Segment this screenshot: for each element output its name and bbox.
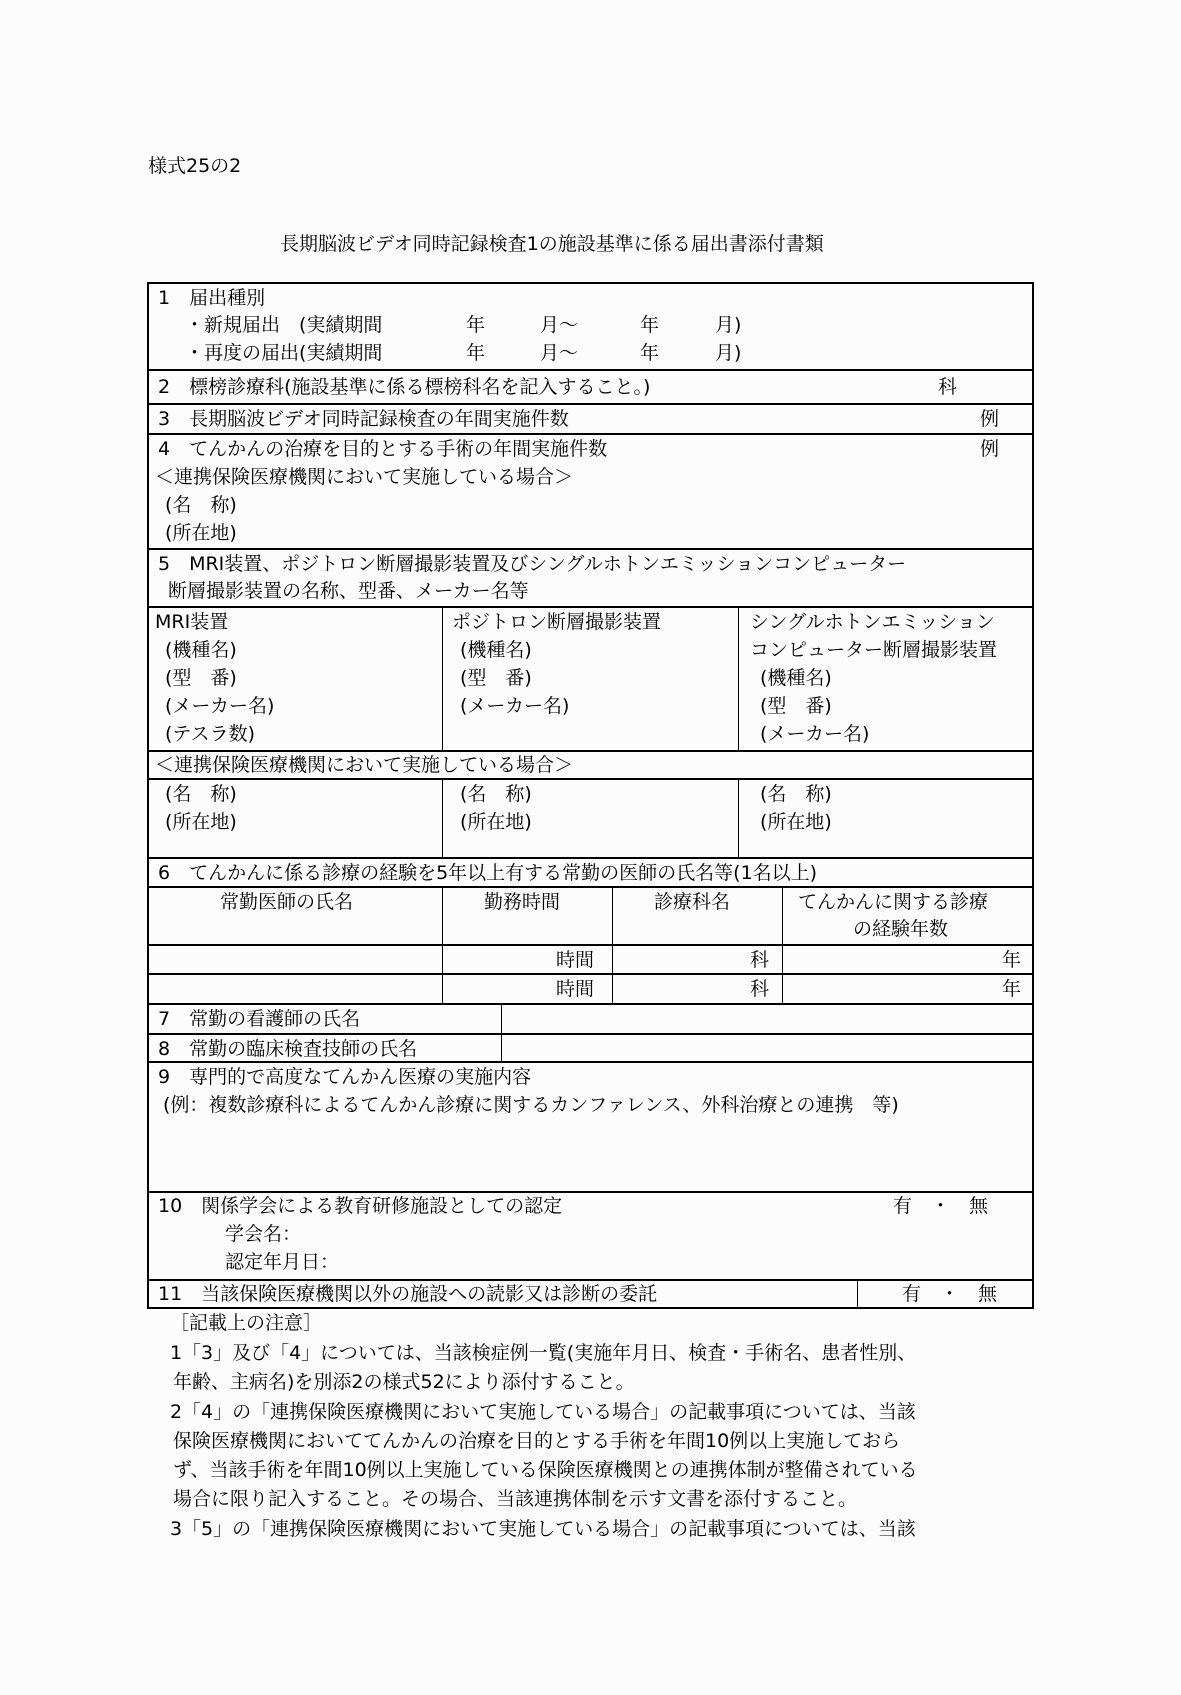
divider <box>147 750 1034 752</box>
divider <box>147 606 1034 608</box>
divider <box>612 886 613 1003</box>
section-5-partner-heading: ＜連携保険医療機関において実施している場合＞ <box>155 754 574 776</box>
mri-model-field[interactable]: (機種名) <box>165 639 237 661</box>
divider <box>147 369 1034 371</box>
section-10-label: 10 関係学会による教育研修施設としての認定 <box>158 1195 563 1217</box>
row2-dept-unit[interactable]: 科 <box>750 978 770 1000</box>
refiling-label: ・再度の届出(実績期間 <box>185 342 383 364</box>
note-3-line1: 「5」の「連携保険医療機関において実施している場合」の記載事項については、当該 <box>182 1518 916 1540</box>
refiling-month-from[interactable]: 月～ <box>540 342 579 364</box>
notes-heading: ［記載上の注意］ <box>170 1312 323 1334</box>
refiling-year-to[interactable]: 年 <box>640 342 660 364</box>
section-3-label: 3 長期脳波ビデオ同時記録検査の年間実施件数 <box>158 408 569 430</box>
header-doctor-name: 常勤医師の氏名 <box>220 891 354 913</box>
divider <box>147 944 1034 946</box>
note-1-line1: 「3」及び「4」については、当該検症例一覧(実施年月日、検査・手術名、患者性別、 <box>182 1342 917 1364</box>
divider <box>147 973 1034 975</box>
new-filing-year-from[interactable]: 年 <box>466 314 486 336</box>
mri-type-field[interactable]: (型 番) <box>165 667 237 689</box>
certification-date-label[interactable]: 認定年月日： <box>225 1251 340 1273</box>
header-department: 診療科名 <box>654 891 731 913</box>
mri-tesla-field[interactable]: (テスラ数) <box>165 723 256 745</box>
divider <box>147 548 1034 550</box>
divider <box>857 1279 858 1308</box>
divider <box>147 1003 1034 1005</box>
pet-model-field[interactable]: (機種名) <box>460 639 532 661</box>
divider <box>147 857 1034 859</box>
mri-partner-address[interactable]: (所在地) <box>165 811 237 833</box>
note-1-number: 1 <box>170 1342 183 1364</box>
note-2-line4: 場合に限り記入すること。その場合、当該連携体制を示す文書を添付すること。 <box>173 1488 858 1510</box>
section-4-partner-address[interactable]: (所在地) <box>165 522 237 544</box>
section-4-label: 4 てんかんの治療を目的とする手術の年間実施件数 <box>158 438 608 460</box>
header-experience: てんかんに関する診療 <box>798 891 989 913</box>
note-3-number: 3 <box>170 1518 183 1540</box>
pet-type-field[interactable]: (型 番) <box>460 667 532 689</box>
header-experience-line2: の経験年数 <box>853 918 949 940</box>
divider <box>147 1061 1034 1063</box>
refiling-month-to[interactable]: 月) <box>715 342 742 364</box>
section-3-unit[interactable]: 例 <box>980 408 1000 430</box>
header-work-hours: 勤務時間 <box>484 891 561 913</box>
society-name-label[interactable]: 学会名： <box>225 1223 302 1245</box>
divider <box>147 886 1034 888</box>
spect-maker-field[interactable]: (メーカー名) <box>760 723 870 745</box>
table-left-border <box>147 282 149 1309</box>
section-1-heading: 1 届出種別 <box>158 287 266 309</box>
divider <box>147 778 1034 780</box>
section-5-label-line2: 断層撮影装置の名称、型番、メーカー名等 <box>168 580 529 602</box>
section-6-label: 6 てんかんに係る診療の経験を5年以上有する常勤の医師の氏名等(1名以上) <box>158 862 818 884</box>
spect-title-line2: コンピューター断層撮影装置 <box>750 639 998 661</box>
spect-partner-name[interactable]: (名 称) <box>760 783 832 805</box>
page-title: 長期脳波ビデオ同時記録検査1の施設基準に係る届出書添付書類 <box>280 233 824 255</box>
table-bottom-border <box>147 1307 1034 1309</box>
divider <box>738 778 739 857</box>
section-11-label: 11 当該保険医療機関以外の施設への読影又は診断の委託 <box>158 1283 658 1305</box>
divider <box>147 1033 1034 1035</box>
note-1-line2: 年齢、主病名)を別添2の様式52により添付すること。 <box>173 1371 635 1393</box>
section-9-example: (例：複数診療科によるてんかん診療に関するカンファレンス、外科治療との連携 等) <box>163 1094 899 1116</box>
row2-years-unit[interactable]: 年 <box>1002 978 1022 1000</box>
table-top-border <box>147 282 1034 284</box>
form-id: 様式25の2 <box>148 155 242 177</box>
divider <box>442 886 443 1003</box>
section-4-unit[interactable]: 例 <box>980 438 1000 460</box>
section-2-unit[interactable]: 科 <box>938 376 958 398</box>
note-2-line1: 「4」の「連携保険医療機関において実施している場合」の記載事項については、当該 <box>182 1401 916 1423</box>
section-2-label: 2 標榜診療科(施設基準に係る標榜科名を記入すること。) <box>158 376 651 398</box>
section-4-partner-heading: ＜連携保険医療機関において実施している場合＞ <box>155 466 574 488</box>
spect-title: シングルホトンエミッション <box>750 611 995 633</box>
new-filing-year-to[interactable]: 年 <box>640 314 660 336</box>
section-5-label-line1: 5 MRI装置、ポジトロン断層撮影装置及びシングルホトンエミッションコンピューター <box>158 553 907 575</box>
divider <box>782 886 783 1003</box>
divider <box>147 433 1034 435</box>
refiling-year-from[interactable]: 年 <box>466 342 486 364</box>
row1-hours-unit[interactable]: 時間 <box>556 949 595 971</box>
new-filing-label: ・新規届出 (実績期間 <box>185 314 383 336</box>
mri-partner-name[interactable]: (名 称) <box>165 783 237 805</box>
spect-type-field[interactable]: (型 番) <box>760 695 832 717</box>
spect-partner-address[interactable]: (所在地) <box>760 811 832 833</box>
pet-partner-address[interactable]: (所在地) <box>460 811 532 833</box>
divider <box>501 1003 502 1061</box>
mri-title: MRI装置 <box>155 611 229 633</box>
divider <box>442 778 443 857</box>
mri-maker-field[interactable]: (メーカー名) <box>165 695 275 717</box>
divider <box>147 403 1034 405</box>
divider <box>442 606 443 750</box>
divider <box>738 606 739 750</box>
section-8-label: 8 常勤の臨床検査技師の氏名 <box>158 1038 418 1060</box>
section-4-partner-name[interactable]: (名 称) <box>165 494 237 516</box>
section-9-label: 9 専門的で高度なてんかん医療の実施内容 <box>158 1066 532 1088</box>
note-2-number: 2 <box>170 1401 183 1423</box>
row1-dept-unit[interactable]: 科 <box>750 949 770 971</box>
new-filing-month-from[interactable]: 月～ <box>540 314 579 336</box>
table-right-border <box>1032 282 1034 1309</box>
spect-model-field[interactable]: (機種名) <box>760 667 832 689</box>
divider <box>147 1279 1034 1281</box>
section-11-choice[interactable]: 有 ・ 無 <box>902 1283 998 1305</box>
row2-hours-unit[interactable]: 時間 <box>556 978 595 1000</box>
note-2-line3: ず、当該手術を年間10例以上実施している保険医療機関との連携体制が整備されている <box>173 1459 918 1481</box>
divider <box>147 1191 1034 1193</box>
section-10-choice[interactable]: 有 ・ 無 <box>893 1195 989 1217</box>
pet-maker-field[interactable]: (メーカー名) <box>460 695 570 717</box>
new-filing-month-to[interactable]: 月) <box>715 314 742 336</box>
note-2-line2: 保険医療機関においててんかんの治療を目的とする手術を年間10例以上実施しておら <box>173 1430 901 1452</box>
row1-years-unit[interactable]: 年 <box>1002 949 1022 971</box>
section-7-label: 7 常勤の看護師の氏名 <box>158 1008 361 1030</box>
pet-partner-name[interactable]: (名 称) <box>460 783 532 805</box>
pet-title: ポジトロン断層撮影装置 <box>452 611 662 633</box>
